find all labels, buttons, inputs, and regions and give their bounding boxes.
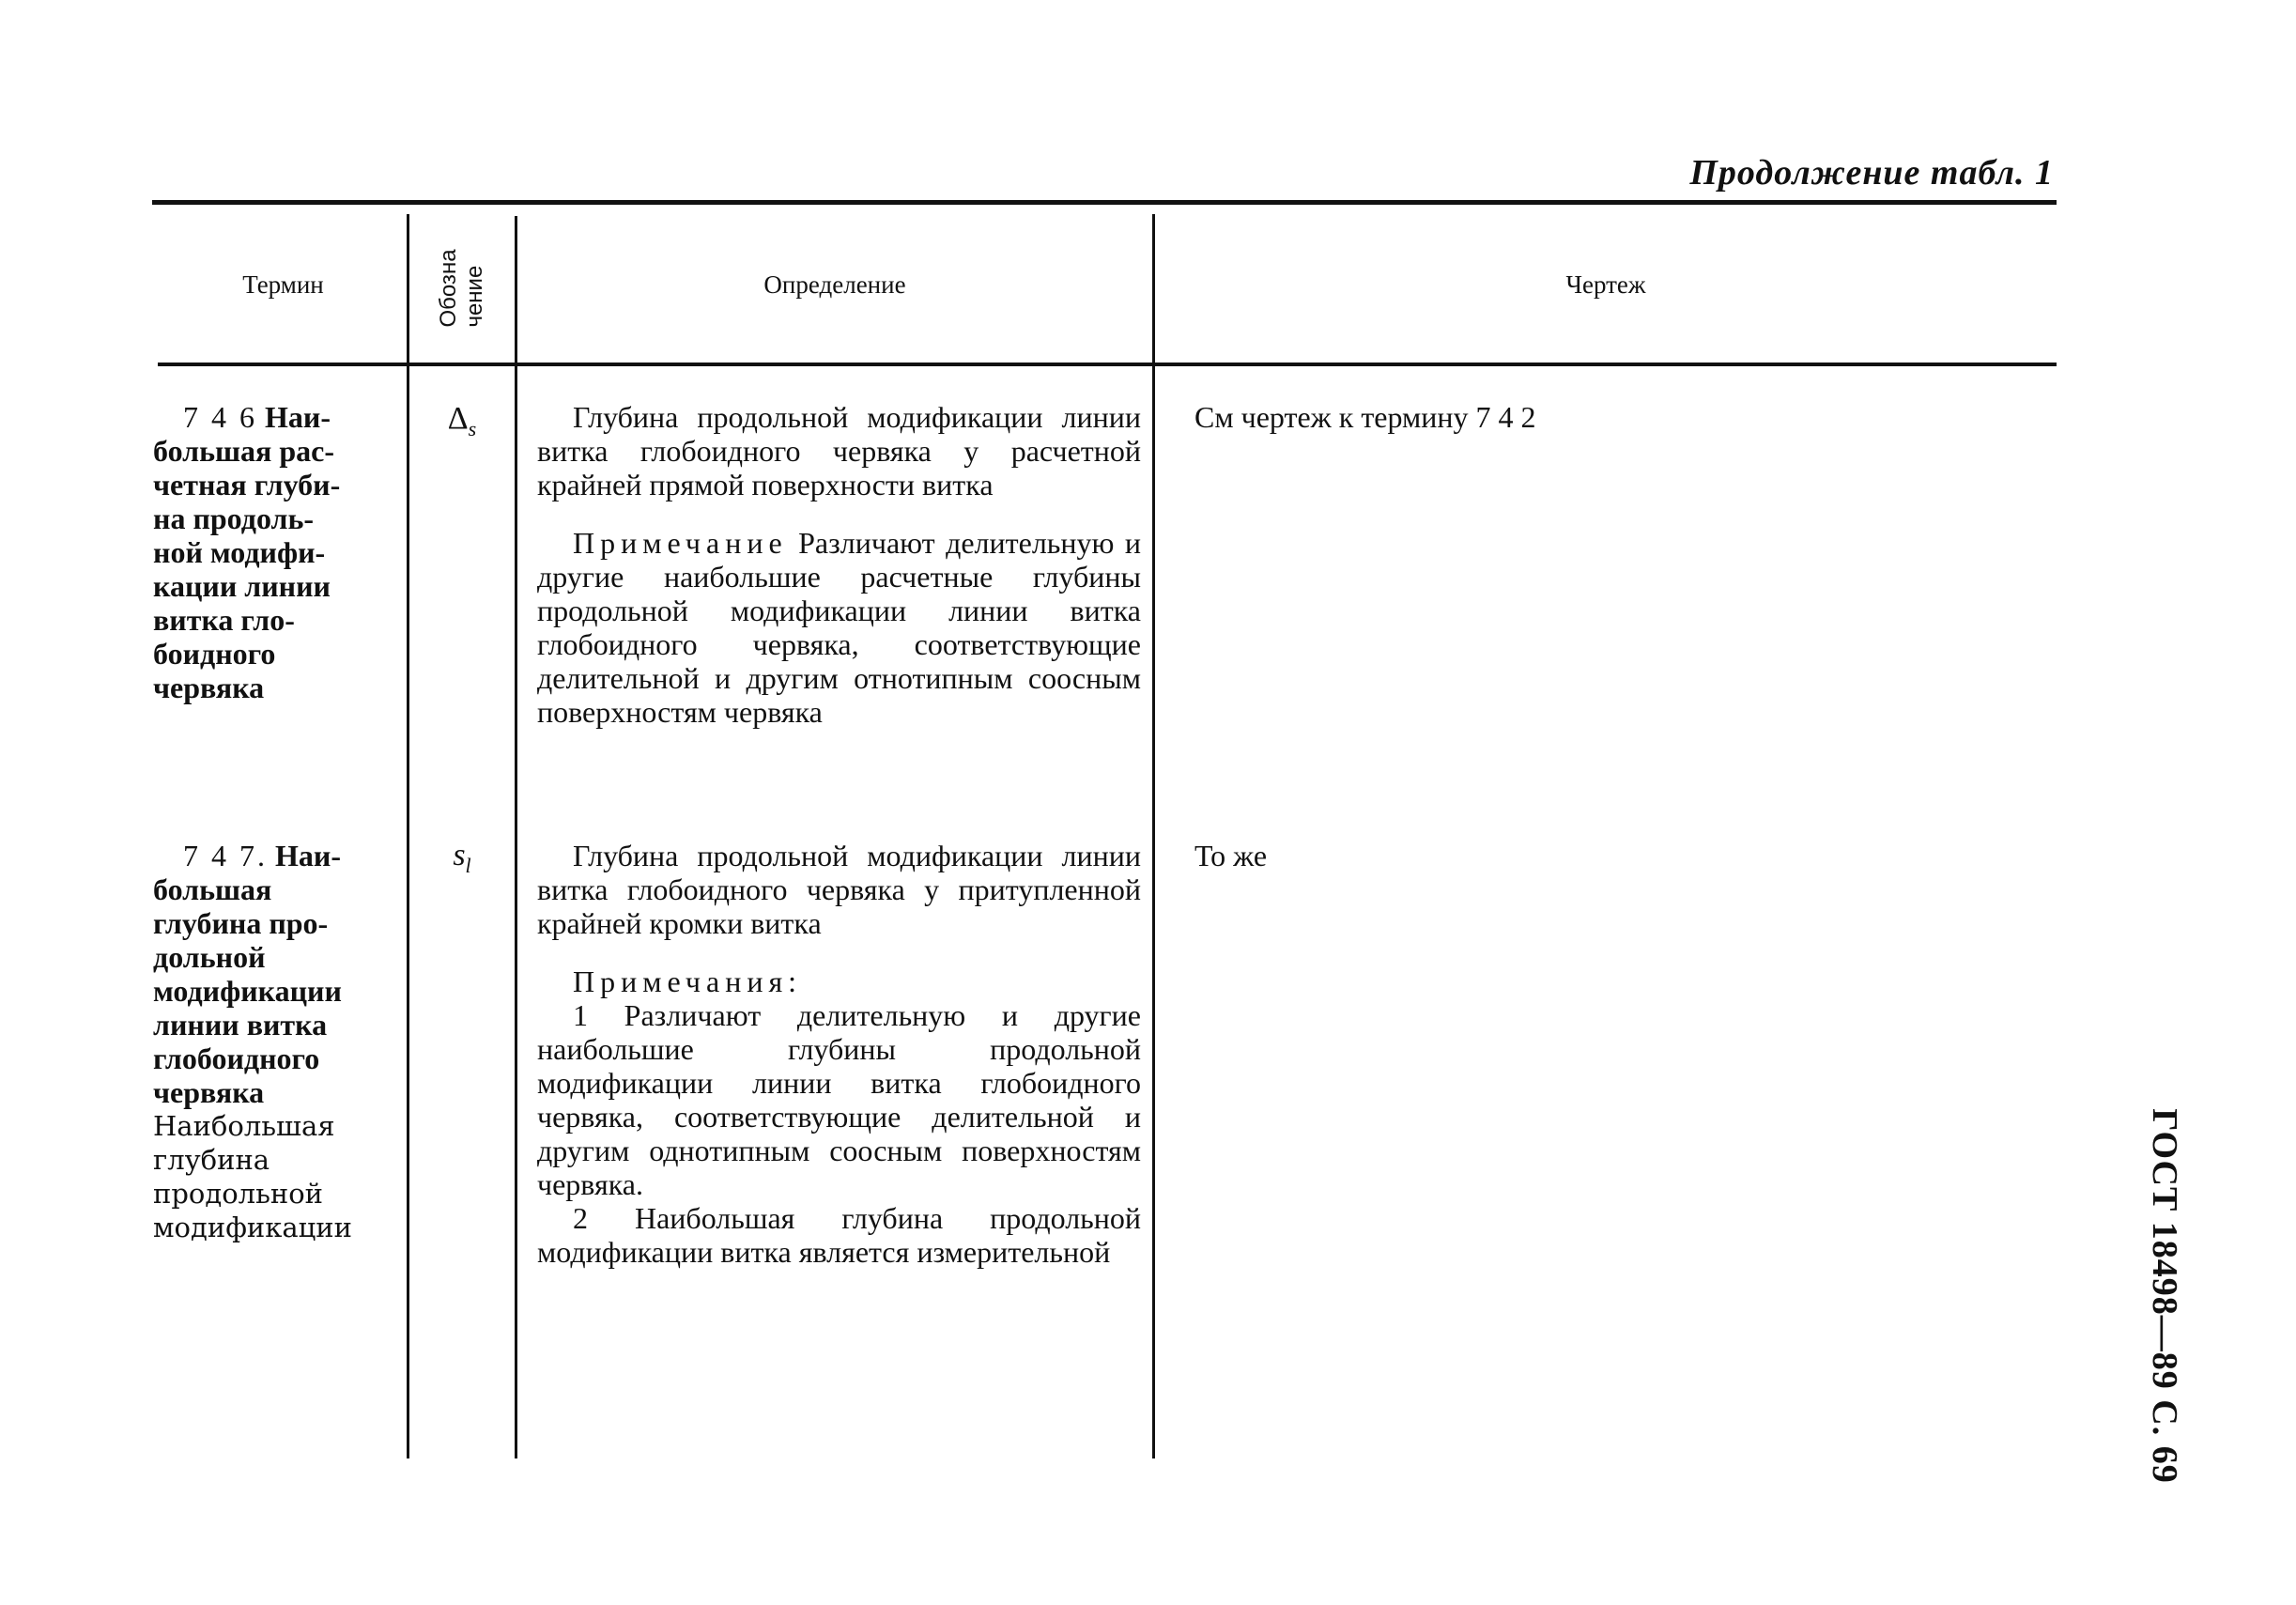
table-row-746-definition: Глубина продольной модификации линии витка глобоидного червяка у расчетной крайней прямой поверхности витка Примечание Различают делительную и другие наибольшие расчетные глубины продольной модификации линии витка глобоидного червяка, соответствующие делительной и другим отнотипным соосным поверхностям червяка <box>537 400 1142 729</box>
table-row-747-term: 7 4 7. Наи- большая глубина про- дольной модификации линии витка глобоидного червяка Наибольшая глубина продольной модификации <box>153 839 407 1244</box>
term-number: 7 4 6 <box>183 400 257 434</box>
header-symbol <box>409 218 515 359</box>
table-top-rule <box>152 200 2057 205</box>
column-divider-2 <box>515 216 517 1458</box>
table-header-rule <box>158 363 2057 366</box>
table-row-746-drawing: См чертеж к термину 7 4 2 <box>1194 400 1536 434</box>
header-drawing: Чертеж <box>1565 270 1646 299</box>
table-row-747-drawing: То же <box>1194 839 1268 872</box>
table-row-747-definition: Глубина продольной модификации линии витка глобоидного червяка у притупленной крайней кромки витка Примечания: 1 Различают делительную и другие наибольшие глубины продольной модификации линии витка глобоидного червяка, соответствующие делительной и другим однотипным соосным поверхностям червяка. 2 Наибольшая глубина продольной модификации витка является измерительной <box>537 839 1141 1269</box>
note-2: 2 Наибольшая глубина продольной модификации витка является измерительной <box>537 1201 1141 1269</box>
note-1: 1 Различают делительную и другие наибольшие глубины продольной модификации линии витка глобоидного червяка, соответствующие делительной и другим однотипным соосным поверхностям червяка. <box>537 998 1141 1201</box>
note-label: Примечание <box>573 526 788 560</box>
header-symbol-line2: чение <box>462 265 487 328</box>
term-synonym: Наибольшая <box>153 1110 335 1142</box>
side-page-label: ГОСТ 18498—89 С. 69 <box>2145 1108 2184 1484</box>
column-divider-1 <box>407 214 409 1458</box>
table-row-747-symbol: $s_l$ <box>453 838 471 877</box>
table-row-746-term: 7 4 6 Наи- большая рас- четная глуби- на продоль- ной модифи- кации линии витка гло- боидного червяка <box>153 400 341 704</box>
table-row-746-symbol: $\Delta_s$ <box>447 401 477 440</box>
header-definition: Определение <box>763 270 906 299</box>
continuation-label: Продолжение табл. 1 <box>1689 153 2054 193</box>
notes-label: Примечания: <box>573 965 803 998</box>
term-number: 7 4 7. <box>183 839 268 872</box>
header-symbol-line1: Обозна <box>436 249 461 328</box>
header-term: Термин <box>242 270 324 299</box>
column-divider-3 <box>1152 214 1155 1458</box>
